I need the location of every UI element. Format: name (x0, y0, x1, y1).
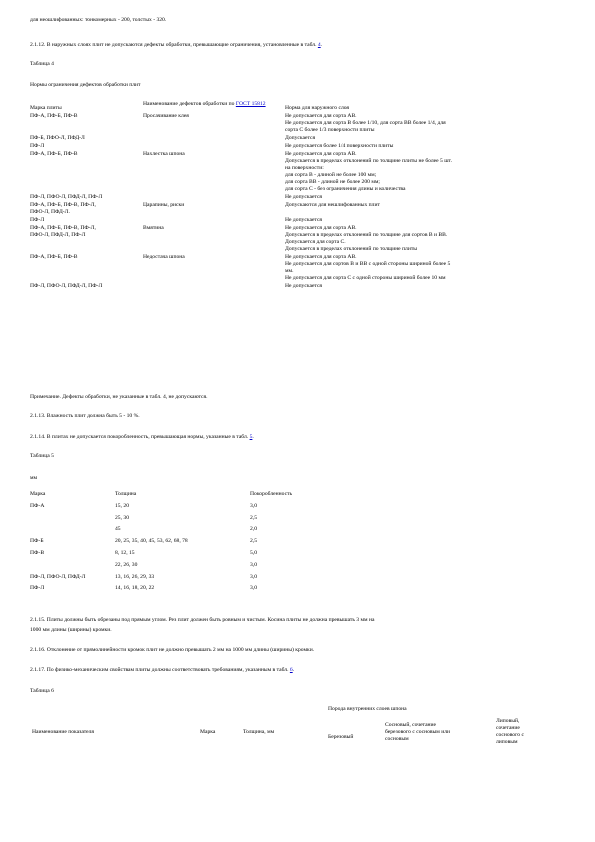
paragraph-2-1-15 (30, 617, 374, 634)
gost-15812-link[interactable]: ГОСТ 15812 (235, 101, 266, 107)
cell-line: для сорта ВВ - длиной не более 200 мм; (285, 179, 380, 185)
table-4-body (30, 113, 570, 291)
table-row (30, 225, 570, 254)
table-row (30, 283, 570, 291)
cell-line: Не допускается (285, 217, 323, 223)
paragraph-end: . (252, 434, 254, 440)
cell-mark: ПФ-Л, ПФО-Л, ПФД-Л (30, 573, 86, 580)
paragraph-end: . (320, 42, 323, 48)
paragraph-line: 2.1.15. Плиты должны быть обрезаны под прямым углом. Рез плит должен быть ровным и чистым. Косина плиты не должна превышать 3 мм на (30, 617, 375, 623)
cell-norm (285, 143, 570, 151)
paragraph-end: . (292, 667, 295, 673)
cell-warp: 3,0 (250, 585, 257, 592)
cell-mark: ПФ-А (30, 502, 45, 509)
table-row (30, 135, 570, 143)
cell-defect (143, 135, 285, 143)
cell-defect (143, 217, 285, 225)
table-5-unit: мм (30, 475, 38, 481)
cell-line: ПФ-А, ПФ-Б, ПФ-В (30, 254, 78, 260)
cell-line: Не допускается (285, 194, 323, 200)
paragraph-2-1-12 (30, 42, 322, 49)
cell-mark (30, 113, 143, 135)
table-row (30, 503, 330, 515)
cell-defect (143, 202, 285, 217)
cell-line: ПФ-Л, ПФО-Л, ПФД-Л, ПФ-Л (30, 283, 103, 289)
cell-line: Допускается в пределах отклонений по толщине плиты (285, 246, 418, 252)
header-birch: Березовый (328, 734, 354, 740)
cell-mark (30, 194, 143, 202)
cell-defect (143, 283, 285, 291)
cell-line: ПФ-Б, ПФО-Л, ПФД-Л (30, 135, 85, 141)
cell-mark (30, 225, 143, 254)
table-4-note: Примечание. Дефекты обработки, не указанные в табл. 4, не допускаются. (30, 394, 208, 400)
table-row (30, 515, 330, 527)
cell-thickness: 45 (115, 526, 121, 533)
cell-norm (285, 194, 570, 202)
cell-line: Не допускается для сортов В и ВВ с одной стороны шириной более 5 (285, 261, 451, 267)
cell-line: Не допускается (285, 283, 323, 289)
cell-line: Допускаются для нешлифованных плит (285, 202, 380, 208)
paragraph-2-1-16: 2.1.16. Отклонение от прямолинейности кромок плит не должно превышать 2 мм на 1000 мм длины (ширины) кромки. (30, 647, 315, 653)
paragraph-2-1-13: 2.1.13. Влажность плит должна быть 5 - 10 %. (30, 413, 140, 419)
table-row (30, 151, 570, 194)
table-5-caption: Таблица 5 (30, 453, 54, 459)
cell-line: Не допускается для сорта С с одной стороны шириной более 10 мм (285, 275, 446, 281)
cell-mark (30, 151, 143, 194)
paragraph-text: 2.1.12. В наружных слоях плит не допускаются дефекты обработки, превышающие ограничения, установленные в табл. (30, 42, 318, 48)
cell-thickness: 25, 30 (115, 514, 129, 521)
cell-warp: 2,5 (250, 538, 257, 545)
cell-mark (30, 526, 115, 538)
cell-line: Допускается в пределах отклонений по толщине для сортов В и ВВ. (285, 232, 448, 238)
cell-line: Нахлестка шпона (143, 151, 185, 157)
cell-line: для сорта В - длиной не более 100 мм; (285, 172, 377, 178)
cell-mark (30, 283, 143, 291)
cell-line: Не допускается для сорта АВ. (285, 225, 357, 231)
table-row (30, 113, 570, 135)
cell-defect (143, 194, 285, 202)
cell-line: ПФ-Л, ПФО-Л, ПФД-Л, ПФ-Л (30, 194, 103, 200)
table-row (30, 143, 570, 151)
header-mark: Марка (30, 491, 46, 497)
cell-norm (285, 217, 570, 225)
cell-mark (30, 143, 143, 151)
cell-thickness: 8, 12, 15 (115, 549, 135, 556)
cell-line: ПФ-А, ПФ-Б, ПФ-В, ПФ-Л, (30, 202, 96, 208)
header-thickness: Толщина, мм (243, 729, 275, 735)
cell-norm (285, 151, 570, 194)
cell-thickness: 15, 20 (115, 502, 129, 509)
cell-mark (30, 202, 143, 217)
header-linden: Липовый, сочетание соснового с липовым (496, 718, 524, 745)
cell-warp: 2,5 (250, 514, 257, 521)
header-defect: Наименование дефектов обработки по ГОСТ 15812 (143, 101, 266, 107)
table-row (30, 526, 330, 538)
table-header-row (30, 101, 570, 113)
cell-line: ПФ-Л (30, 217, 45, 223)
cell-mark (30, 254, 143, 283)
cell-mark: ПФ-Л (30, 585, 45, 592)
table-5 (30, 491, 330, 597)
table-5-link[interactable]: 5 (249, 434, 253, 440)
cell-mark (30, 135, 143, 143)
cell-thickness: 14, 16, 18, 20, 22 (115, 585, 155, 592)
paragraph-2-1-14 (30, 434, 254, 441)
cell-line: Допускается для сорта С. (285, 239, 346, 245)
header-mark: Марка (200, 729, 216, 735)
cell-norm (285, 254, 570, 283)
cell-defect (143, 254, 285, 283)
paragraph-text: 2.1.14. В плитах не допускается покоробленность, превышающая нормы, указанные в табл. (30, 434, 250, 440)
table-4-caption: Таблица 4 (30, 61, 54, 67)
table-6-link[interactable]: 6 (289, 667, 293, 673)
cell-line: сорта С более 1/3 поверхности плиты (285, 127, 375, 133)
cell-defect (143, 225, 285, 254)
cell-defect (143, 113, 285, 135)
cell-mark (30, 515, 115, 527)
cell-line: ПФО-Л, ПФД-Л. (30, 209, 70, 215)
table-row (30, 538, 330, 550)
cell-line: Допускается в пределах отклонений по толщине плиты не более 5 шт. (285, 158, 452, 164)
header-name: Наименование показателя (32, 729, 94, 735)
cell-thickness: 20, 25, 35, 40, 45, 53, 62, 68, 78 (115, 538, 188, 545)
cell-defect (143, 143, 285, 151)
cell-line: Царапины, риски (143, 202, 185, 208)
table-row (30, 202, 570, 217)
cell-line: Не допускается для сорта АВ. (285, 113, 357, 119)
table-row (30, 194, 570, 202)
cell-line: мм. (285, 268, 294, 274)
table-4 (30, 101, 570, 291)
cell-mark (30, 562, 115, 574)
cell-mark (30, 217, 143, 225)
cell-warp: 2,0 (250, 526, 257, 533)
cell-norm (285, 113, 570, 135)
cell-line: ПФ-Л (30, 143, 45, 149)
table-row (30, 550, 330, 562)
cell-line: Не допускается более 1/4 поверхности плиты (285, 143, 394, 149)
cell-line: для сорта С - без ограничения длины и количества (285, 186, 406, 192)
intro-line: для неошлифованных: тонкомерных - 200, толстых - 320. (30, 17, 167, 23)
cell-line: Недостача шпона (143, 254, 185, 260)
table-row (30, 217, 570, 225)
cell-line: Вмятина (143, 225, 164, 231)
paragraph-text: 2.1.17. По физико-механическим свойствам плиты должны соответствовать требованиям, указанным в табл. (30, 667, 290, 673)
cell-norm (285, 225, 570, 254)
paragraph-2-1-17 (30, 667, 294, 674)
cell-line: Не допускается для сорта АВ. (285, 151, 357, 157)
cell-warp: 3,0 (250, 561, 257, 568)
header-warp: Покоробленность (250, 491, 293, 497)
cell-line: на поверхности: (285, 165, 324, 171)
table-4-link[interactable]: 4 (317, 42, 321, 48)
cell-line: Просачивание клея (143, 113, 189, 119)
cell-line: Допускается (285, 135, 316, 141)
cell-mark: ПФ-В (30, 549, 45, 556)
header-norm: Норма для наружного слоя (285, 105, 350, 111)
header-mark: Марка плиты (30, 105, 62, 111)
table-4-title: Нормы ограничения дефектов обработки плит (30, 82, 141, 88)
cell-warp: 3,0 (250, 502, 257, 509)
cell-norm (285, 135, 570, 143)
table-6-header (30, 703, 570, 763)
cell-mark: ПФ-Б (30, 538, 44, 545)
table-row (30, 562, 330, 574)
table-row (30, 585, 330, 597)
table-row (30, 574, 330, 586)
cell-defect (143, 151, 285, 194)
table-header-row (30, 491, 330, 503)
cell-warp: 5,0 (250, 549, 257, 556)
paragraph-line: 1000 мм длины (ширины) кромки. (30, 627, 112, 633)
cell-thickness: 13, 16, 26, 29, 33 (115, 573, 155, 580)
table-5-body (30, 503, 330, 597)
cell-norm (285, 283, 570, 291)
cell-norm (285, 202, 570, 217)
cell-line: ПФО-Л, ПФД-Л, ПФ-Л (30, 232, 86, 238)
header-thickness: Толщина (115, 491, 137, 497)
table-row (30, 254, 570, 283)
table-6-caption: Таблица 6 (30, 688, 54, 694)
cell-line: Не допускается для сорта В более 1/10, для сорта ВВ более 1/4, для (285, 120, 446, 126)
cell-line: ПФ-А, ПФ-Б, ПФ-В (30, 151, 78, 157)
cell-line: ПФ-А, ПФ-Б, ПФ-В, ПФ-Л, (30, 225, 96, 231)
header-group: Порода внутренних слоев шпона (328, 706, 407, 712)
header-pine: Сосновый, сочетание березового с сосновым или сосновым (385, 722, 451, 742)
cell-thickness: 22, 26, 30 (115, 561, 138, 568)
cell-line: Не допускается для сорта АВ. (285, 254, 357, 260)
cell-warp: 3,0 (250, 573, 257, 580)
cell-line: ПФ-А, ПФ-Б, ПФ-В (30, 113, 78, 119)
